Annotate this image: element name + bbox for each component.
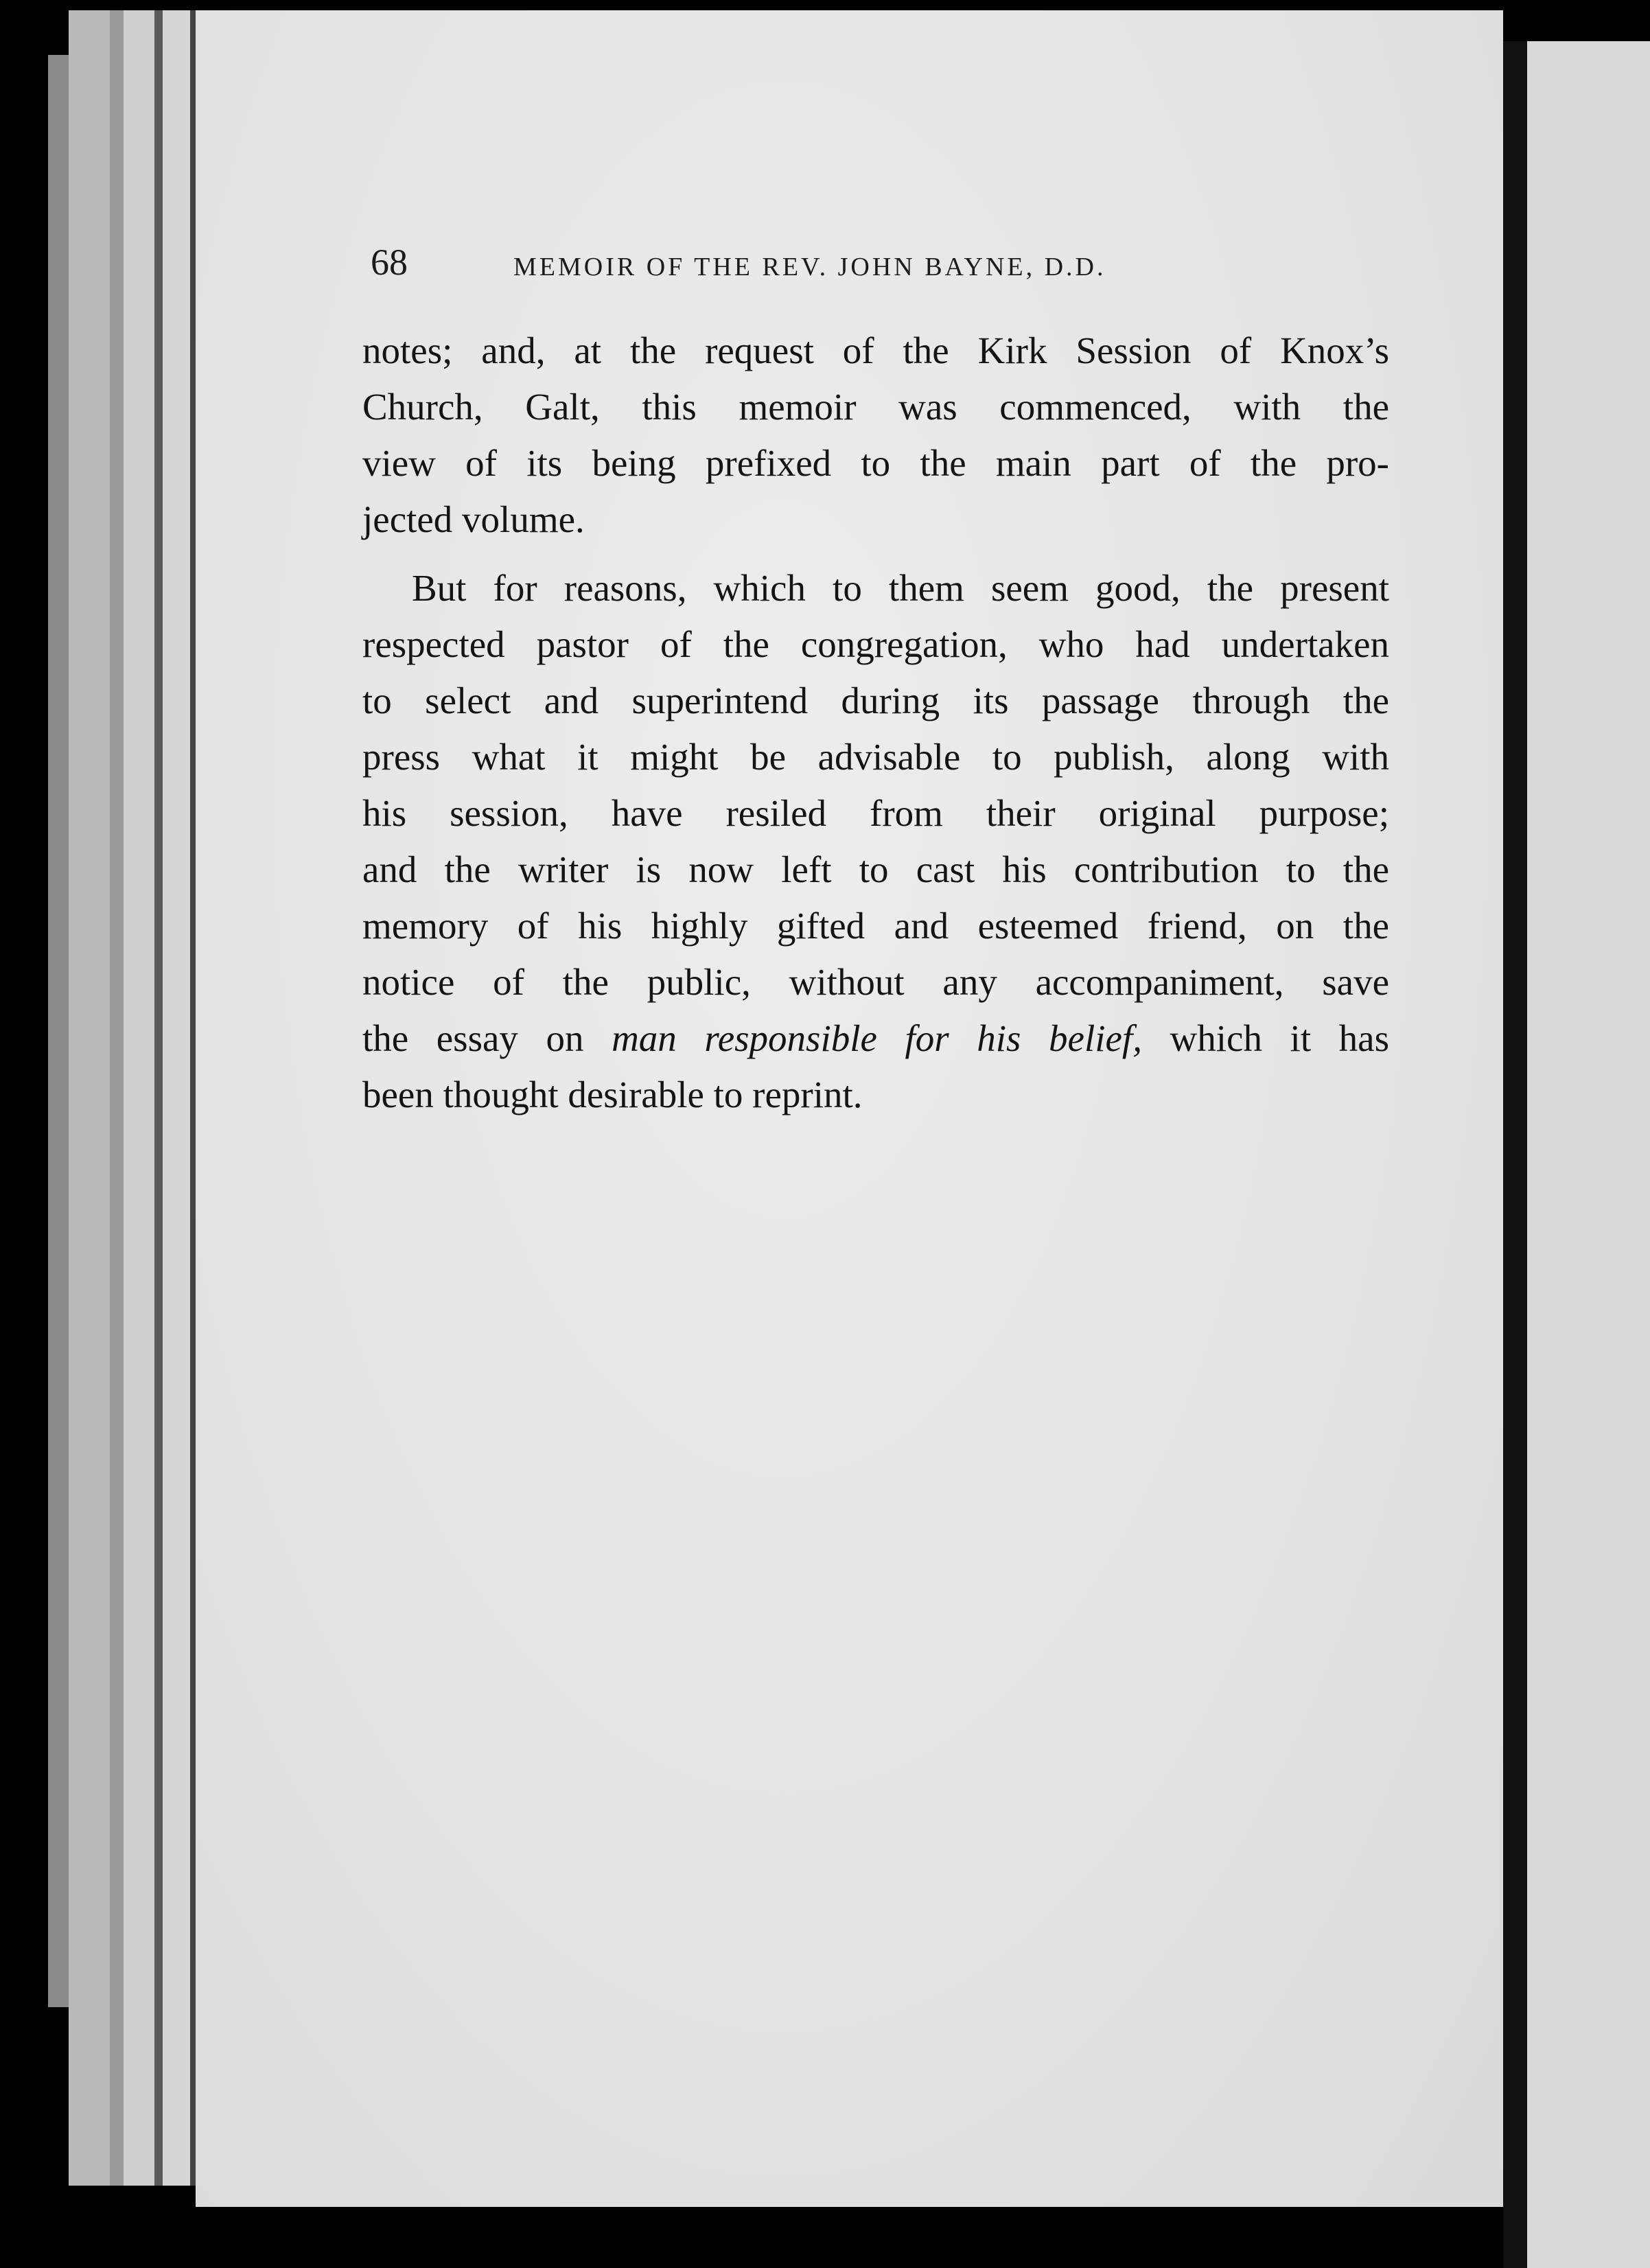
text-line: notes; and, at the request of the Kirk Session of Knox’s xyxy=(362,329,1389,371)
text-line: been thought desirable to reprint. xyxy=(362,1074,863,1115)
text-run: which it has xyxy=(1141,1017,1390,1059)
text-line: and the writer is now left to cast his contribution to the xyxy=(362,848,1389,890)
running-head-title: MEMOIR OF THE REV. JOHN BAYNE, D.D. xyxy=(513,253,1106,281)
italic-title: man responsible for his belief, xyxy=(612,1017,1142,1059)
facing-page xyxy=(1527,41,1650,2268)
text-line: But for reasons, which to them seem good, the present xyxy=(412,567,1389,609)
text-line: his session, have resiled from their original purpose; xyxy=(362,792,1389,834)
text-line: respected pastor of the congregation, who had undertaken xyxy=(362,623,1389,665)
text-line: jected volume. xyxy=(362,498,585,540)
page-edge xyxy=(124,10,154,2186)
running-head xyxy=(371,242,1263,283)
page-edge xyxy=(69,10,110,2186)
text-line: view of its being prefixed to the main part of the pro- xyxy=(362,442,1389,484)
paragraph xyxy=(362,323,1389,548)
body-text xyxy=(362,323,1389,1123)
page-number: 68 xyxy=(371,242,408,283)
page-edge xyxy=(190,10,196,2186)
page-edge xyxy=(154,10,163,2186)
text-run: the essay on xyxy=(362,1017,612,1059)
paragraph xyxy=(362,560,1389,1123)
text-line-with-italic xyxy=(362,1010,1389,1067)
page-edge xyxy=(163,10,190,2186)
text-line: press what it might be advisable to publish, along with xyxy=(362,736,1389,778)
text-line: to select and superintend during its passage through the xyxy=(362,680,1389,721)
page-edge xyxy=(110,10,124,2186)
book-gutter xyxy=(1503,41,1527,2268)
text-line: notice of the public, without any accompaniment, save xyxy=(362,961,1389,1003)
text-line: Church, Galt, this memoir was commenced, with the xyxy=(362,386,1389,428)
text-line: memory of his highly gifted and esteemed friend, on the xyxy=(362,905,1389,947)
page-edge xyxy=(48,55,69,2007)
